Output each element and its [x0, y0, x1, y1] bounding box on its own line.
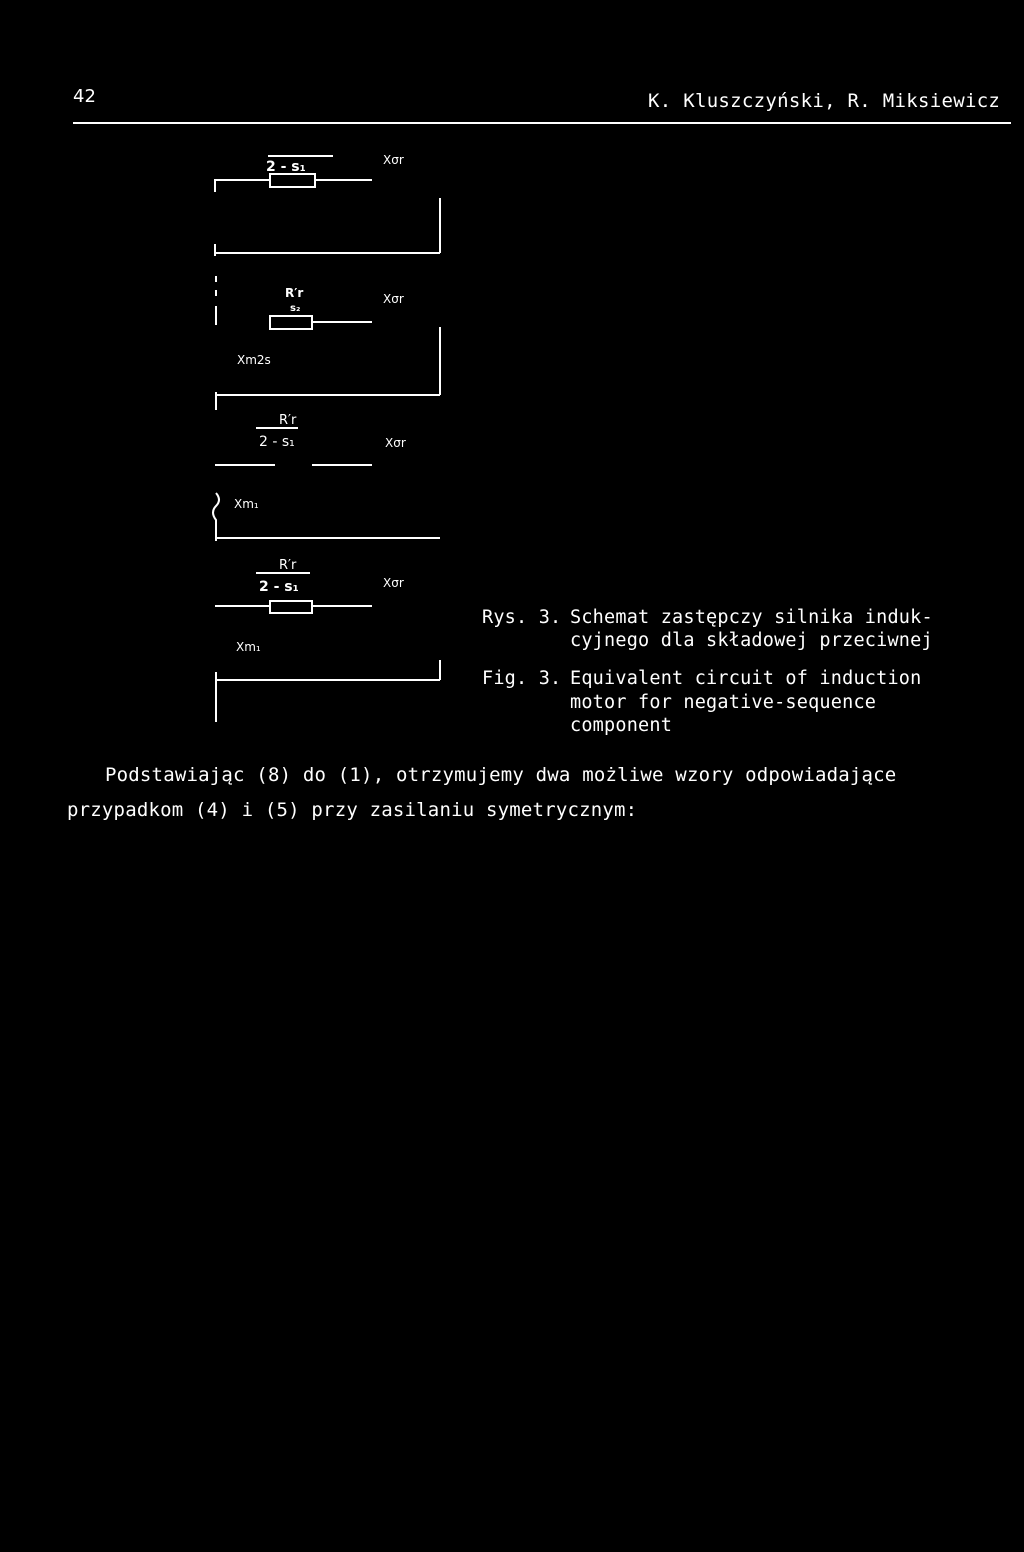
resistor-2 — [270, 316, 312, 329]
caption-en-line3: component — [570, 715, 673, 736]
resistor-4 — [270, 601, 312, 613]
caption-pl-label: Rys. 3. — [482, 607, 562, 628]
r-denominator-label-3: 2 - s₁ — [259, 434, 295, 450]
body-text-line-1: Podstawiając (8) do (1), otrzymujemy dwa możliwe wzory odpowiadające — [105, 764, 897, 786]
resistor-1 — [270, 174, 315, 187]
x-sigma-label-4: Xσr — [383, 576, 404, 590]
fraction-label-1: 2 - s₁ — [266, 159, 306, 175]
caption-pl-line2: cyjnego dla składowej przeciwnej — [570, 630, 933, 651]
x-m-label-2: Xm2s — [237, 353, 271, 367]
body-text-line-2: przypadkom (4) i (5) przy zasilaniu symetrycznym: — [67, 799, 638, 821]
r-denominator-label-2: s₂ — [290, 303, 301, 314]
inductor-3 — [213, 493, 219, 541]
caption-pl-line1: Schemat zastępczy silnika induk- — [570, 607, 933, 628]
x-sigma-label-1: Xσr — [383, 153, 404, 167]
caption-en-label: Fig. 3. — [482, 668, 562, 689]
x-m-label-3: Xm₁ — [234, 497, 259, 511]
wire-block1-left — [215, 180, 270, 192]
page-number: 42 — [73, 86, 96, 107]
x-m-label-4: Xm₁ — [236, 640, 261, 654]
x-sigma-label-3: Xσr — [385, 436, 406, 450]
r-numerator-label-4: R′r — [279, 558, 297, 573]
x-sigma-label-2: Xσr — [383, 292, 404, 306]
caption-en-line2: motor for negative-sequence — [570, 692, 877, 713]
caption-en-line1: Equivalent circuit of induction — [570, 668, 922, 689]
r-denominator-label-4: 2 - s₁ — [259, 579, 299, 595]
running-title: K. Kluszczyński, R. Miksiewicz — [648, 90, 1001, 112]
r-numerator-label-3: R′r — [279, 413, 297, 428]
r-numerator-label-2: R′r — [285, 286, 304, 300]
